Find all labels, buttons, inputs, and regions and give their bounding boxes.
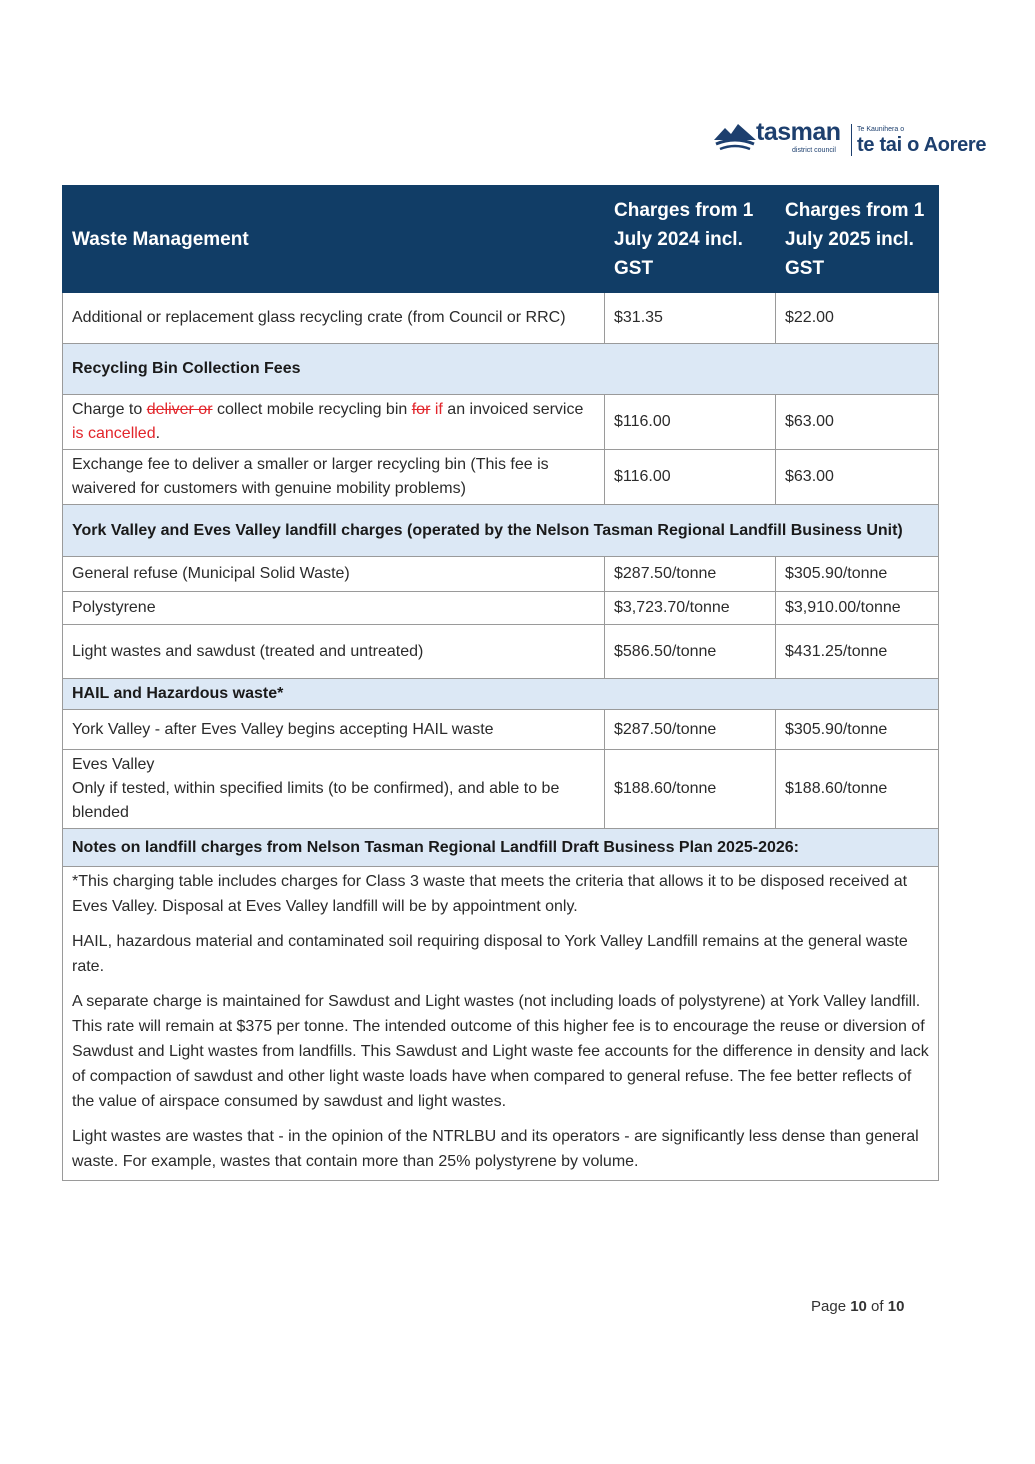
text-run: . [155,425,161,442]
fee-2024: $116.00 [605,450,776,505]
row-label: Polystyrene [63,592,605,625]
section-row [63,829,939,867]
fee-2024: $287.50/tonne [605,557,776,592]
fee-2025: $63.00 [776,450,939,505]
mountain-logo-icon [712,120,758,156]
fee-2024: $287.50/tonne [605,710,776,750]
note-paragraph: A separate charge is maintained for Sawdust and Light wastes (not including loads of polystyrene) at York Valley landfill. This rate will remain at $375 per tonne. The intended outcome of this higher fee is to encourage the reuse or diversion of Sawdust and Light wastes from landfills. This Sawdust and Light waste fee accounts for the difference in density and lack of compaction of sawdust and other light waste loads have when compared to general refuse. The fee better reflects of the value of airspace consumed by sawdust and light wastes. [72,993,929,1110]
table-row [63,450,939,505]
notes-row [63,867,939,1181]
section-landfill-title: York Valley and Eves Valley landfill charges (operated by the Nelson Tasman Regional Landfill Business Unit) [63,505,939,557]
section-row [63,679,939,710]
table-row [63,592,939,625]
text-run: an invoiced service [442,401,584,418]
fee-2024: $3,723.70/tonne [605,592,776,625]
table-row [63,750,939,829]
logo-maori-small: Te Kaunihera o [857,126,905,133]
section-recycling-title: Recycling Bin Collection Fees [63,344,939,395]
note-paragraph: Light wastes are wastes that - in the opinion of the NTRLBU and its operators - are significantly less dense than general waste. For example, wastes that contain more than 25% polystyrene by volume. [72,1128,919,1170]
fee-2025: $305.90/tonne [776,710,939,750]
fee-2025: $22.00 [776,293,939,344]
row-label: Light wastes and sawdust (treated and untreated) [63,625,605,679]
deleted-text: deliver or [146,401,213,418]
fee-2024: $116.00 [605,395,776,450]
header-charges-2024: Charges from 1 July 2024 incl. GST [605,186,776,293]
section-row [63,344,939,395]
council-logo [712,118,992,162]
table-row [63,710,939,750]
fee-2024: $31.35 [605,293,776,344]
text-run: Charge to [72,401,147,418]
page-middle: of [866,1298,888,1315]
notes-cell [63,867,939,1181]
row-label [63,395,605,450]
note-paragraph: *This charging table includes charges for Class 3 waste that meets the criteria that allows it to be disposed received at Eves Valley. Disposal at Eves Valley landfill will be by appointment only. [72,873,908,915]
deleted-text: for [411,401,431,418]
fees-table [62,185,939,1181]
logo-divider [851,124,852,156]
note-paragraph: HAIL, hazardous material and contaminated soil requiring disposal to York Valley Landfill remains at the general waste rate. [72,933,908,975]
inserted-text: if [430,401,443,418]
table-row [63,293,939,344]
table-header-row [63,186,939,293]
logo-maori: te tai o Aorere [857,134,987,156]
table-row [63,625,939,679]
page-number [811,1298,904,1315]
section-hail-title: HAIL and Hazardous waste* [63,679,939,710]
fee-2025: $63.00 [776,395,939,450]
fee-2025: $3,910.00/tonne [776,592,939,625]
logo-brand-sub: district council [792,147,836,154]
fee-2025: $305.90/tonne [776,557,939,592]
row-label [63,750,605,829]
row-label-line: Eves Valley [72,756,155,773]
logo-brand: tasman [756,118,841,146]
text-run: collect mobile recycling bin [212,401,412,418]
header-waste-management: Waste Management [63,186,605,293]
table-row [63,557,939,592]
page-prefix: Page [811,1298,851,1315]
fee-2024: $586.50/tonne [605,625,776,679]
fee-2025: $431.25/tonne [776,625,939,679]
row-label: General refuse (Municipal Solid Waste) [63,557,605,592]
page-total: 10 [887,1298,905,1315]
inserted-text: is cancelled [72,425,156,442]
section-row [63,505,939,557]
row-label-line: Only if tested, within specified limits (to be confirmed), and able to be blended [72,780,560,821]
row-label: Additional or replacement glass recycling crate (from Council or RRC) [63,293,605,344]
row-label: Exchange fee to deliver a smaller or larger recycling bin (This fee is waivered for customers with genuine mobility problems) [63,450,605,505]
section-notes-title: Notes on landfill charges from Nelson Tasman Regional Landfill Draft Business Plan 2025-2026: [63,829,939,867]
row-label: York Valley - after Eves Valley begins accepting HAIL waste [63,710,605,750]
page-current: 10 [850,1298,867,1315]
table-row [63,395,939,450]
fee-2025: $188.60/tonne [776,750,939,829]
fee-2024: $188.60/tonne [605,750,776,829]
header-charges-2025: Charges from 1 July 2025 incl. GST [776,186,939,293]
